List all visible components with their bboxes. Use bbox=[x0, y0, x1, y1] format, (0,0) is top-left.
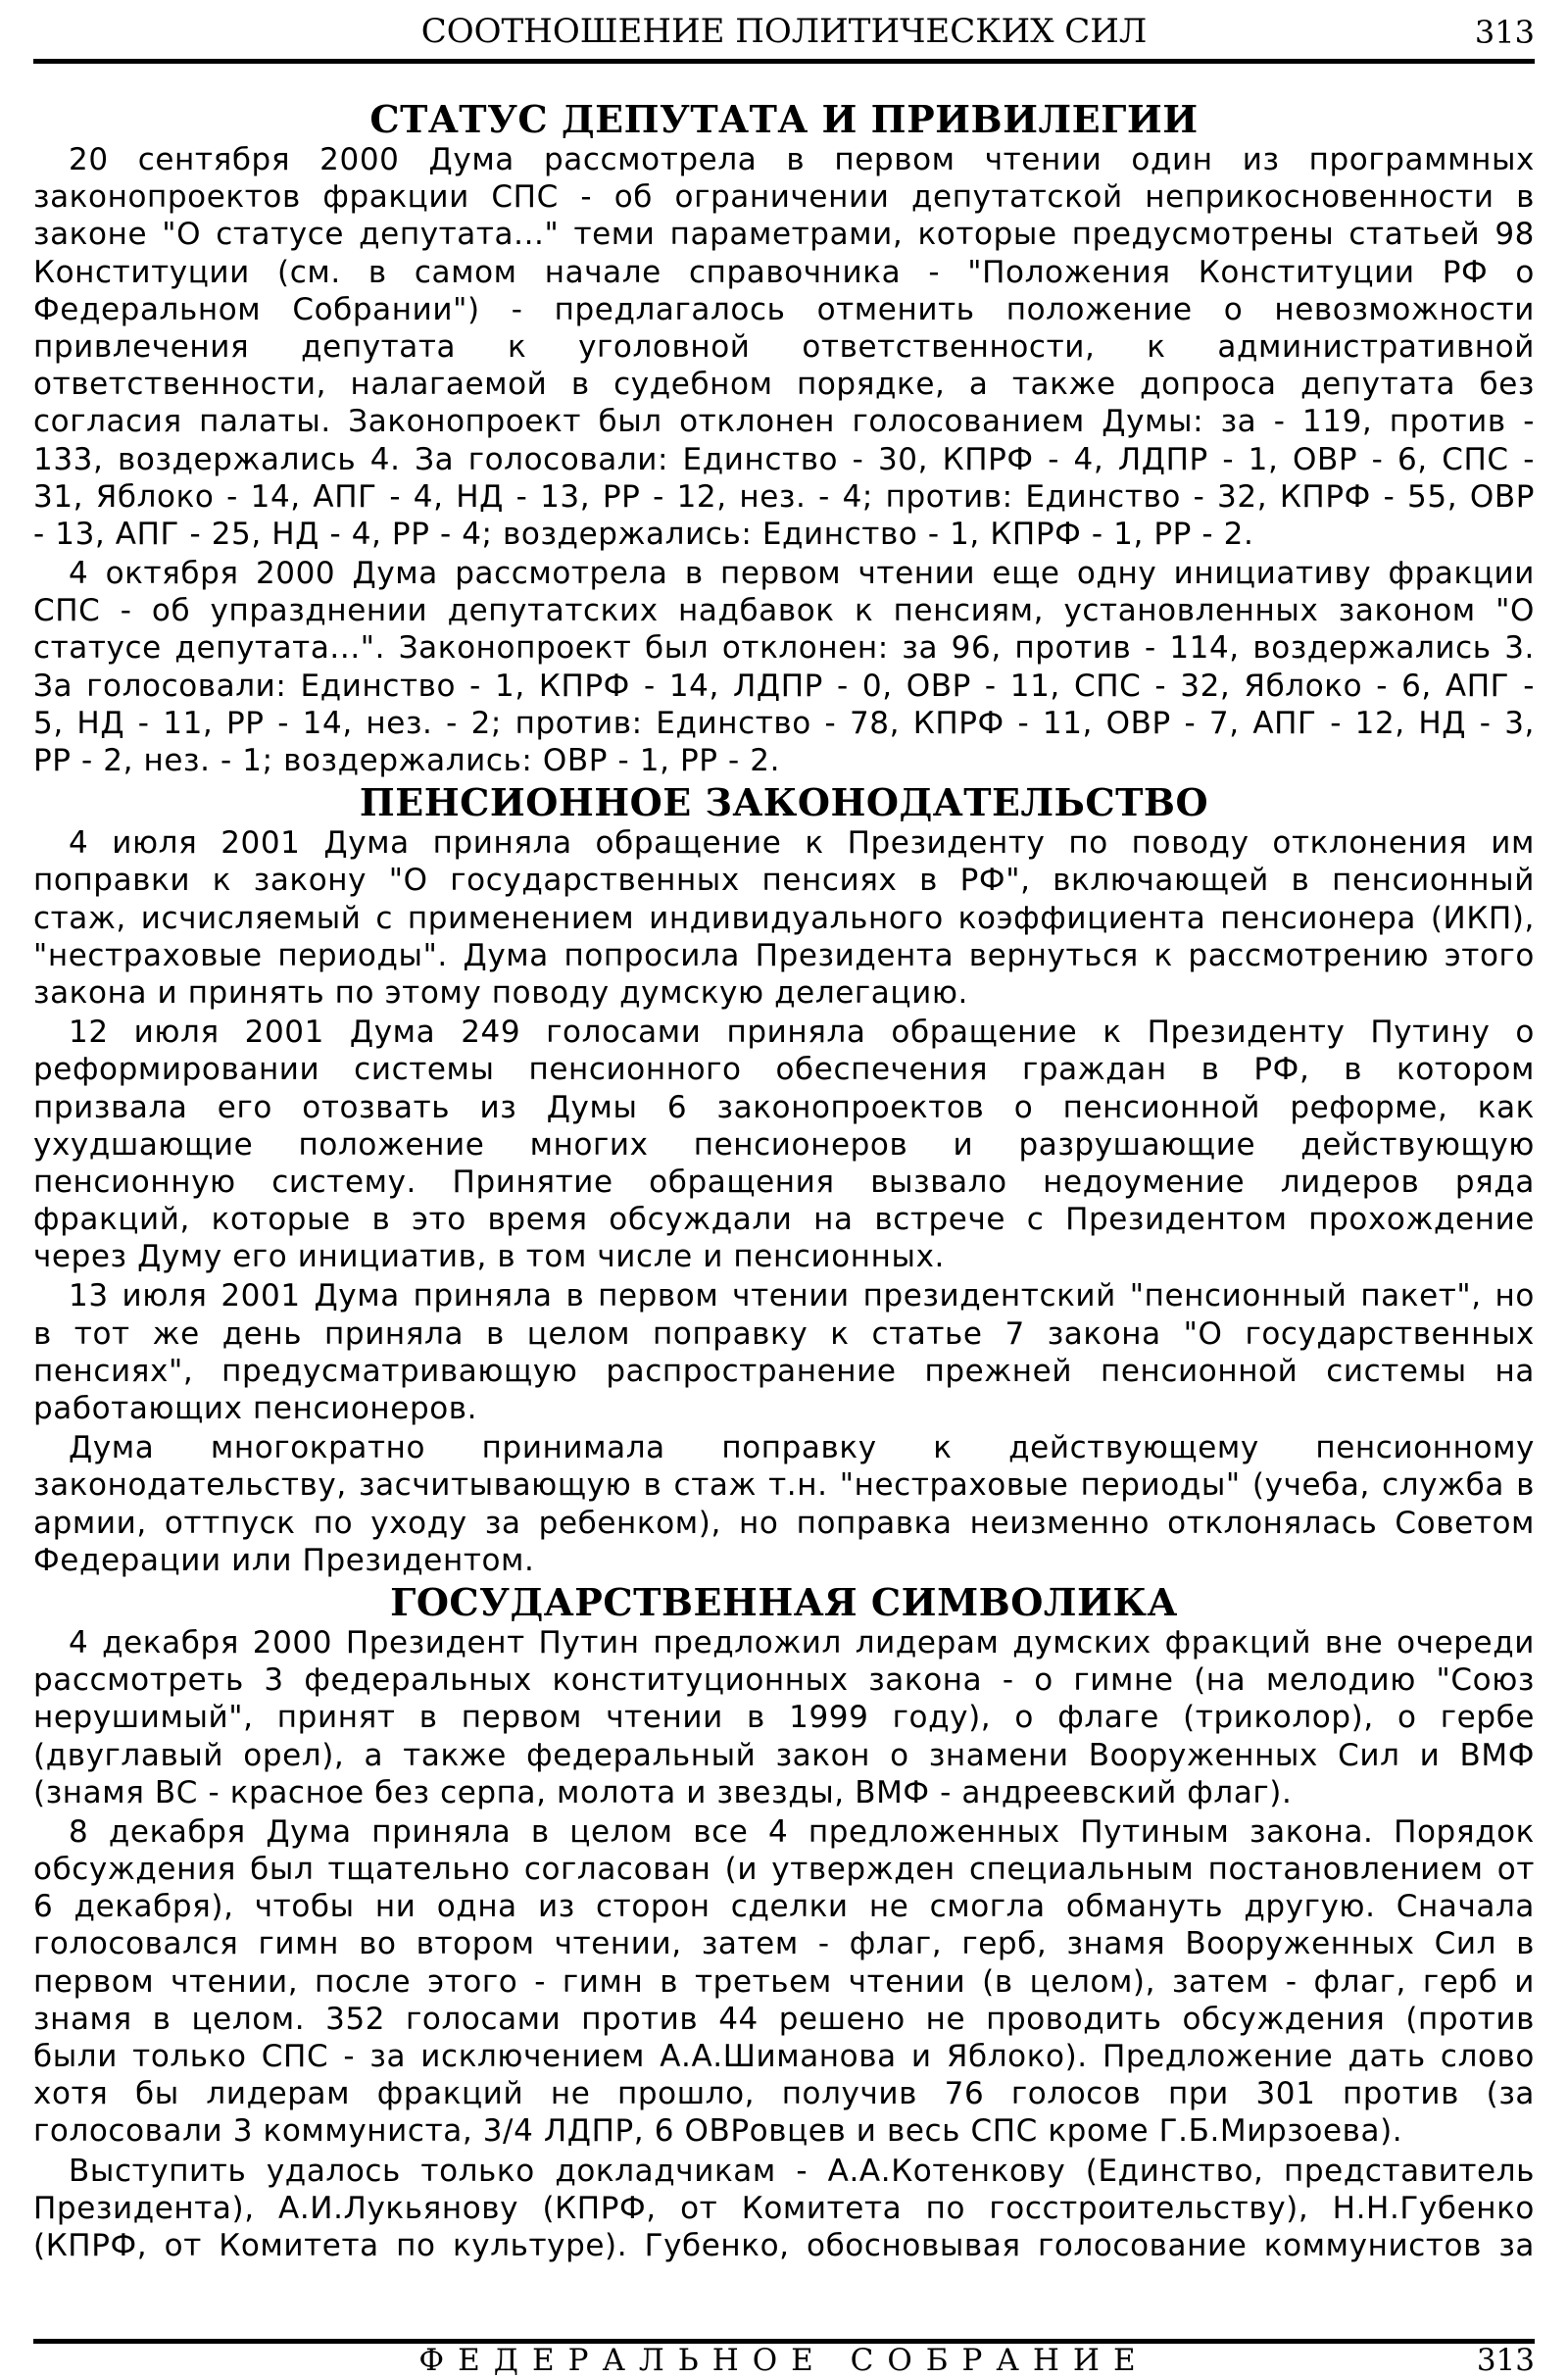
text-line: 12 июля 2001 Дума 249 голосами приняла обращение к Президенту Путину о bbox=[69, 1015, 1535, 1051]
paragraph bbox=[33, 1277, 1535, 1427]
paragraph bbox=[33, 1429, 1535, 1579]
text-line: согласия палаты. Законопроект был отклонен голосованием Думы: за - 119, против - bbox=[33, 404, 1535, 440]
text-line: (знамя ВС - красное без серпа, молота и звезды, ВМФ - андреевский флаг). bbox=[33, 1774, 1293, 1810]
text-line: Дума многократно принимала поправку к действующему пенсионному bbox=[69, 1430, 1535, 1466]
section-heading: ГОСУДАРСТВЕННАЯ СИМВОЛИКА bbox=[390, 1579, 1178, 1624]
page-body bbox=[33, 98, 1535, 2266]
text-line: РР - 2, нез. - 1; воздержались: ОВР - 1, РР - 2. bbox=[33, 743, 781, 778]
text-line: законе "О статусе депутата..." теми параметрами, которые предусмотрены статьей 98 bbox=[33, 217, 1535, 253]
text-line: ухудшающие положение многих пенсионеров и разрушающие действующую bbox=[33, 1126, 1535, 1163]
text-line: привлечения депутата к уголовной ответственности, к административной bbox=[33, 328, 1535, 365]
text-line: пенсиях", предусматривающую распространение прежней пенсионной системы на bbox=[33, 1353, 1535, 1389]
text-line: хотя бы лидерам фракций не прошло, получив 76 голосов при 301 против (за bbox=[33, 2076, 1535, 2112]
text-line: - 13, АПГ - 25, НД - 4, РР - 4; воздержались: Единство - 1, КПРФ - 1, РР - 2. bbox=[33, 516, 1254, 552]
text-line: реформировании системы пенсионного обеспечения граждан в РФ, в котором bbox=[33, 1052, 1535, 1088]
text-line: армии, оттпуск по уходу за ребенком), но поправка неизменно отклонялась Советом bbox=[33, 1505, 1535, 1541]
text-line: были только СПС - за исключением А.А.Шиманова и Яблоко). Предложение дать слово bbox=[33, 2039, 1535, 2074]
text-line: голосовали 3 коммуниста, 3/4 ЛДПР, 6 ОВРовцев и весь СПС кроме Г.Б.Мирзоева). bbox=[33, 2113, 1403, 2150]
text-line: (КПРФ, от Комитета по культуре). Губенко, обосновывая голосование коммунистов за bbox=[33, 2227, 1535, 2263]
text-line: ответственности, налагаемой в судебном порядке, а также допроса депутата без bbox=[33, 367, 1535, 403]
paragraph bbox=[33, 555, 1535, 779]
text-line: За голосовали: Единство - 1, КПРФ - 14, ЛДПР - 0, ОВР - 11, СПС - 32, Яблоко - 6, АПГ - bbox=[33, 668, 1535, 704]
text-line: "нестраховые периоды". Дума попросила Президента вернуться к рассмотрению этого bbox=[33, 937, 1535, 973]
section-heading: СТАТУС ДЕПУТАТА И ПРИВИЛЕГИИ bbox=[369, 97, 1199, 141]
text-line: первом чтении, после этого - гимн в третьем чтении (в целом), затем - флаг, герб и bbox=[33, 1963, 1535, 2000]
paragraph bbox=[33, 141, 1535, 553]
text-line: стаж, исчисляемый с применением индивидуального коэффициента пенсионера (ИКП), bbox=[33, 900, 1535, 936]
text-line: Выступить удалось только докладчикам - А.А.Котенкову (Единство, представитель bbox=[69, 2153, 1535, 2189]
text-line: рассмотреть 3 федеральных конституционных закона - о гимне (на мелодию "Союз bbox=[33, 1662, 1535, 1699]
text-line: законопроектов фракции СПС - об ограничении депутатской неприкосновенности в bbox=[33, 179, 1535, 216]
paragraph bbox=[33, 2153, 1535, 2265]
text-line: 5, НД - 11, РР - 14, нез. - 2; против: Единство - 78, КПРФ - 11, ОВР - 7, АПГ - 12, НД - 3, bbox=[33, 705, 1535, 741]
text-line: Федерации или Президентом. bbox=[33, 1542, 535, 1578]
running-header bbox=[33, 6, 1535, 55]
text-line: голосовался гимн во втором чтении, затем - флаг, герб, знамя Вооруженных Сил в bbox=[33, 1926, 1535, 1962]
paragraph bbox=[33, 1624, 1535, 1811]
text-line: поправки к закону "О государственных пенсиях в РФ", включающей в пенсионный bbox=[33, 863, 1535, 899]
text-line: в тот же день приняла в целом поправку к статье 7 закона "О государственных bbox=[33, 1315, 1535, 1352]
text-line: законодательству, засчитывающую в стаж т.н. "нестраховые периоды" (учеба, служба в bbox=[33, 1467, 1535, 1504]
text-line: статусе депутата...". Законопроект был отклонен: за 96, против - 114, воздержались 3. bbox=[33, 630, 1535, 667]
running-footer-title: ФЕДЕРАЛЬНОЕ СОБРАНИЕ bbox=[418, 2343, 1150, 2378]
text-line: фракций, которые в это время обсуждали на встрече с Президентом прохождение bbox=[33, 1202, 1535, 1238]
page-number-bottom: 313 bbox=[1476, 2343, 1535, 2378]
text-line: пенсионную систему. Принятие обращения вызвало недоумение лидеров ряда bbox=[33, 1164, 1535, 1200]
text-line: 13 июля 2001 Дума приняла в первом чтении президентский "пенсионный пакет", но bbox=[69, 1278, 1535, 1314]
text-line: СПС - об упразднении депутатских надбавок к пенсиям, установленных законом "О bbox=[33, 593, 1535, 629]
text-line: Президента), А.И.Лукьянову (КПРФ, от Комитета по госстроительству), Н.Н.Губенко bbox=[33, 2190, 1535, 2226]
text-line: 4 июля 2001 Дума приняла обращение к Президенту по поводу отклонения им bbox=[69, 825, 1535, 862]
paragraph bbox=[33, 824, 1535, 1012]
paragraph bbox=[33, 1813, 1535, 2151]
text-line: обсуждения был тщательно согласован (и утвержден специальным постановлением от bbox=[33, 1852, 1535, 1888]
running-header-title: СООТНОШЕНИЕ ПОЛИТИЧЕСКИХ СИЛ bbox=[420, 12, 1148, 51]
text-line: 4 декабря 2000 Президент Путин предложил лидерам думских фракций вне очереди bbox=[69, 1624, 1535, 1660]
text-line: Федеральном Собрании") - предлагалось отменить положение о невозможности bbox=[33, 291, 1535, 327]
text-line: 8 декабря Дума приняла в целом все 4 предложенных Путиным закона. Порядок bbox=[69, 1813, 1535, 1850]
text-line: 31, Яблоко - 14, АПГ - 4, НД - 13, РР - 12, нез. - 4; против: Единство - 32, КПРФ - 55, ОВР bbox=[33, 478, 1535, 515]
text-line: 20 сентября 2000 Дума рассмотрела в первом чтении один из программных bbox=[69, 142, 1535, 177]
header-divider bbox=[33, 59, 1535, 64]
page-number-top: 313 bbox=[1474, 14, 1535, 51]
text-line: призвала его отозвать из Думы 6 законопроектов о пенсионной реформе, как bbox=[33, 1089, 1535, 1125]
text-line: Конституции (см. в самом начале справочника - "Положения Конституции РФ о bbox=[33, 254, 1535, 290]
text-line: знамя в целом. 352 голосами против 44 решено не проводить обсуждения (против bbox=[33, 2001, 1535, 2037]
text-line: закона и принять по этому поводу думскую делегацию. bbox=[33, 974, 968, 1011]
text-line: нерушимый", принят в первом чтении в 1999 году), о флаге (триколор), о гербе bbox=[33, 1700, 1535, 1736]
text-line: 6 декабря), чтобы ни одна из сторон сделки не смогла обмануть другую. Сначала bbox=[33, 1889, 1535, 1925]
text-line: через Думу его инициатив, в том числе и пенсионных. bbox=[33, 1239, 946, 1275]
text-line: 133, воздержались 4. За голосовали: Единство - 30, КПРФ - 4, ЛДПР - 1, ОВР - 6, СПС - bbox=[33, 441, 1535, 477]
text-line: (двуглавый орел), а также федеральный закон о знамени Вооруженных Сил и ВМФ bbox=[33, 1737, 1535, 1773]
section-heading: ПЕНСИОННОЕ ЗАКОНОДАТЕЛЬСТВО bbox=[359, 780, 1209, 825]
text-line: работающих пенсионеров. bbox=[33, 1391, 478, 1426]
paragraph bbox=[33, 1014, 1535, 1275]
text-line: 4 октября 2000 Дума рассмотрела в первом чтении еще одну инициативу фракции bbox=[69, 556, 1535, 592]
